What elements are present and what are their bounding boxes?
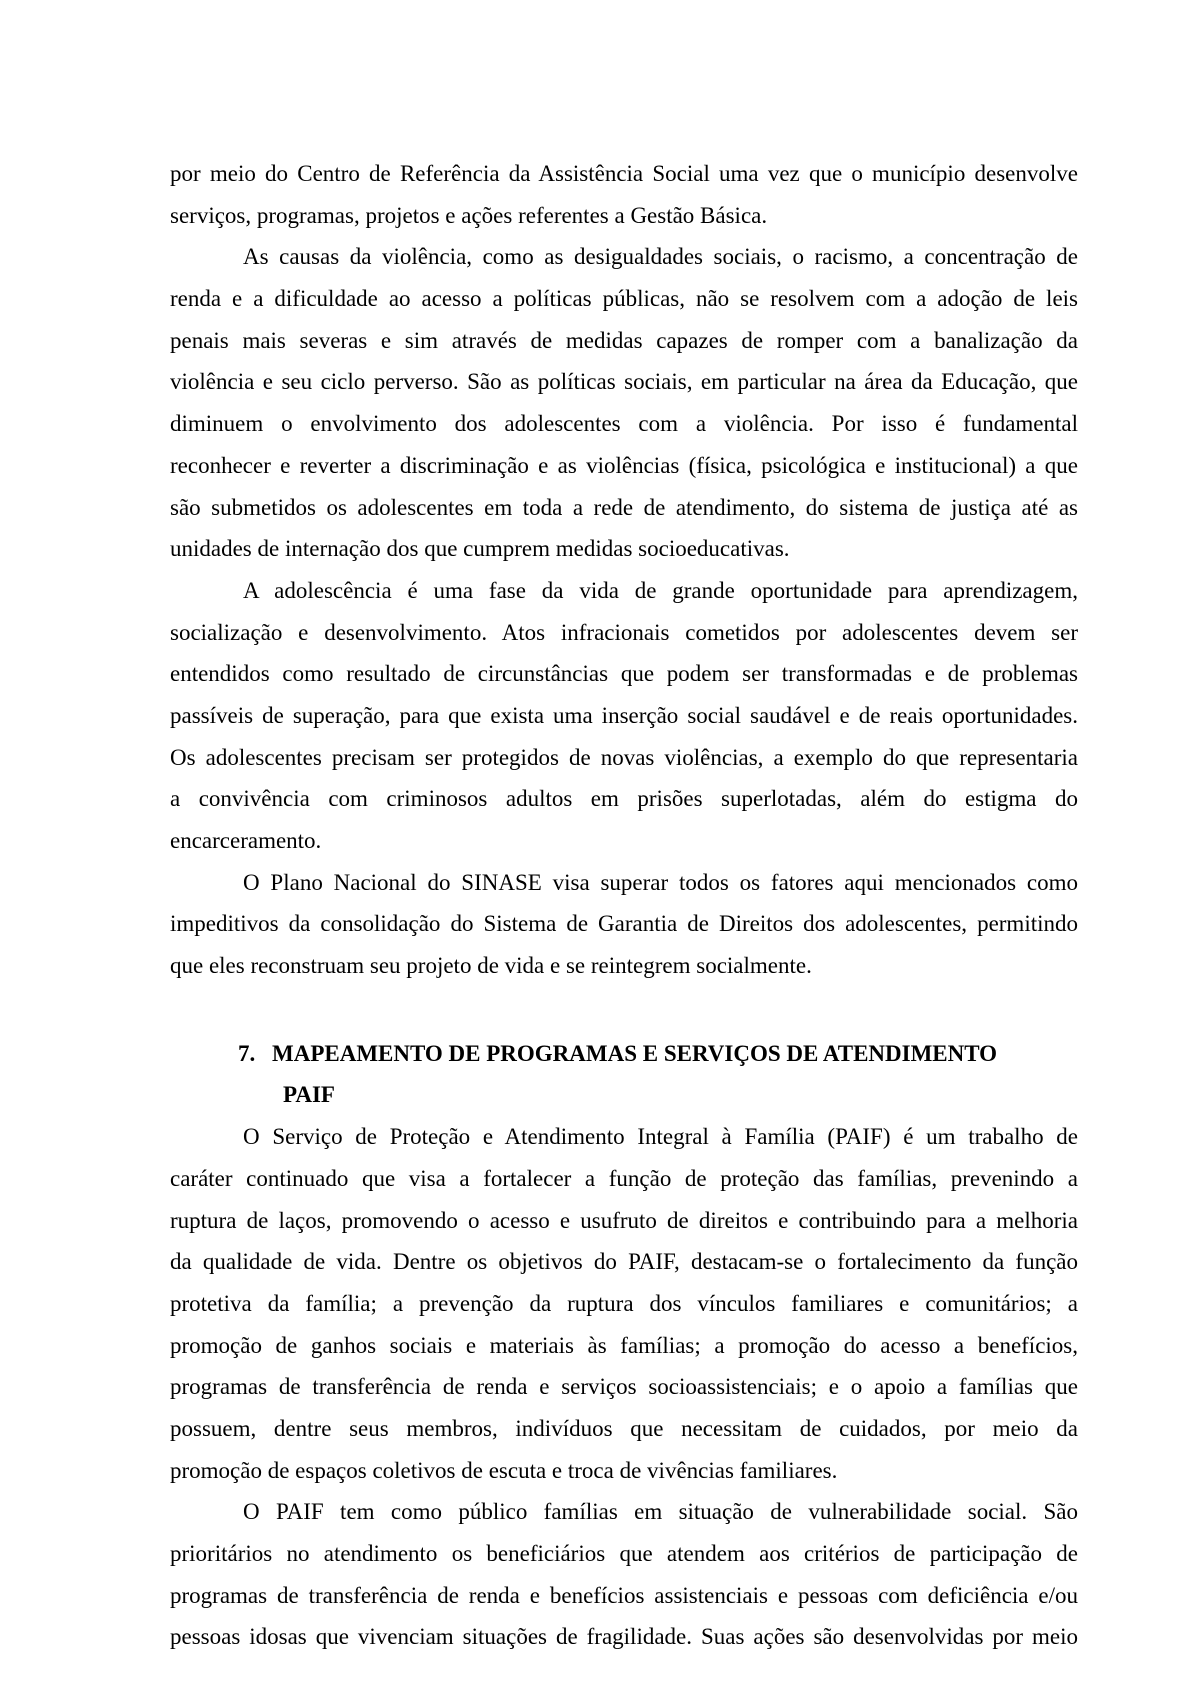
text-line: a convivência com criminosos adultos em prisões superlotadas, além do estigma do [170, 786, 1078, 812]
text-line: reconhecer e reverter a discriminação e as violências (física, psicológica e institucional) a que [170, 452, 1078, 478]
paragraph [170, 570, 1078, 862]
text-line: serviços, programas, projetos e ações referentes a Gestão Básica. [170, 202, 768, 228]
document-content [170, 153, 1078, 1658]
text-line: impeditivos da consolidação do Sistema de Garantia de Direitos dos adolescentes, permitindo [170, 911, 1078, 937]
text-line: violência e seu ciclo perverso. São as políticas sociais, em particular na área da Educação, que [170, 369, 1078, 395]
text-line: unidades de internação dos que cumprem medidas socioeducativas. [170, 536, 790, 562]
text-line: pessoas idosas que vivenciam situações de fragilidade. Suas ações são desenvolvidas por meio [170, 1624, 1078, 1650]
text-line: caráter continuado que visa a fortalecer a função de proteção das famílias, prevenindo a [170, 1165, 1078, 1191]
text-line: prioritários no atendimento os beneficiários que atendem aos critérios de participação de [170, 1541, 1078, 1566]
paragraph [170, 153, 1078, 236]
text-line: possuem, dentre seus membros, indivíduos que necessitam de cuidados, por meio da [170, 1415, 1078, 1441]
text-line: penais mais severas e sim através de medidas capazes de romper com a banalização da [170, 327, 1078, 353]
text-line: promoção de espaços coletivos de escuta e troca de vivências familiares. [170, 1457, 838, 1483]
text-line: programas de transferência de renda e serviços socioassistenciais; e o apoio a famílias que [170, 1374, 1078, 1400]
text-line: A adolescência é uma fase da vida de grande oportunidade para aprendizagem, [243, 577, 1078, 603]
text-line: entendidos como resultado de circunstâncias que podem ser transformadas e de problemas [170, 661, 1078, 687]
paragraph [170, 1491, 1078, 1658]
text-line: diminuem o envolvimento dos adolescentes com a violência. Por isso é fundamental [170, 411, 1078, 437]
paragraph [170, 236, 1078, 570]
text-line: encarceramento. [170, 828, 322, 853]
text-line: protetiva da família; a prevenção da ruptura dos vínculos familiares e comunitários; a [170, 1290, 1078, 1316]
text-line: O Serviço de Proteção e Atendimento Integral à Família (PAIF) é um trabalho de [243, 1124, 1078, 1150]
text-line: socialização e desenvolvimento. Atos infracionais cometidos por adolescentes devem ser [170, 619, 1078, 645]
heading-text: MAPEAMENTO DE PROGRAMAS E SERVIÇOS DE ATENDIMENTO [272, 1040, 998, 1066]
text-line: programas de transferência de renda e benefícios assistenciais e pessoas com deficiência e/ou [170, 1582, 1078, 1608]
section-heading [170, 1033, 1078, 1116]
heading-line [170, 1033, 1078, 1075]
text-line: da qualidade de vida. Dentre os objetivos do PAIF, destacam-se o fortalecimento da função [170, 1249, 1078, 1275]
text-line: renda e a dificuldade ao acesso a políticas públicas, não se resolvem com a adoção de leis [170, 286, 1078, 312]
text-line: passíveis de superação, para que exista uma inserção social saudável e de reais oportunidades. [170, 702, 1078, 728]
paragraph [170, 1116, 1078, 1491]
heading-number: 7. [238, 1040, 256, 1066]
paragraph [170, 862, 1078, 987]
text-line: O PAIF tem como público famílias em situação de vulnerabilidade social. São [243, 1499, 1078, 1525]
text-line: O Plano Nacional do SINASE visa superar todos os fatores aqui mencionados como [243, 869, 1078, 895]
text-line: são submetidos os adolescentes em toda a rede de atendimento, do sistema de justiça até as [170, 494, 1078, 520]
text-line: As causas da violência, como as desigualdades sociais, o racismo, a concentração de [243, 244, 1078, 270]
text-line: ruptura de laços, promovendo o acesso e usufruto de direitos e contribuindo para a melhoria [170, 1207, 1078, 1233]
text-line: que eles reconstruam seu projeto de vida e se reintegrem socialmente. [170, 953, 812, 979]
text-line: Os adolescentes precisam ser protegidos de novas violências, a exemplo do que representaria [170, 744, 1078, 770]
heading-line: PAIF [283, 1082, 335, 1108]
text-line: promoção de ganhos sociais e materiais às famílias; a promoção do acesso a benefícios, [170, 1332, 1078, 1358]
text-line: por meio do Centro de Referência da Assistência Social uma vez que o município desenvolve [170, 161, 1078, 186]
